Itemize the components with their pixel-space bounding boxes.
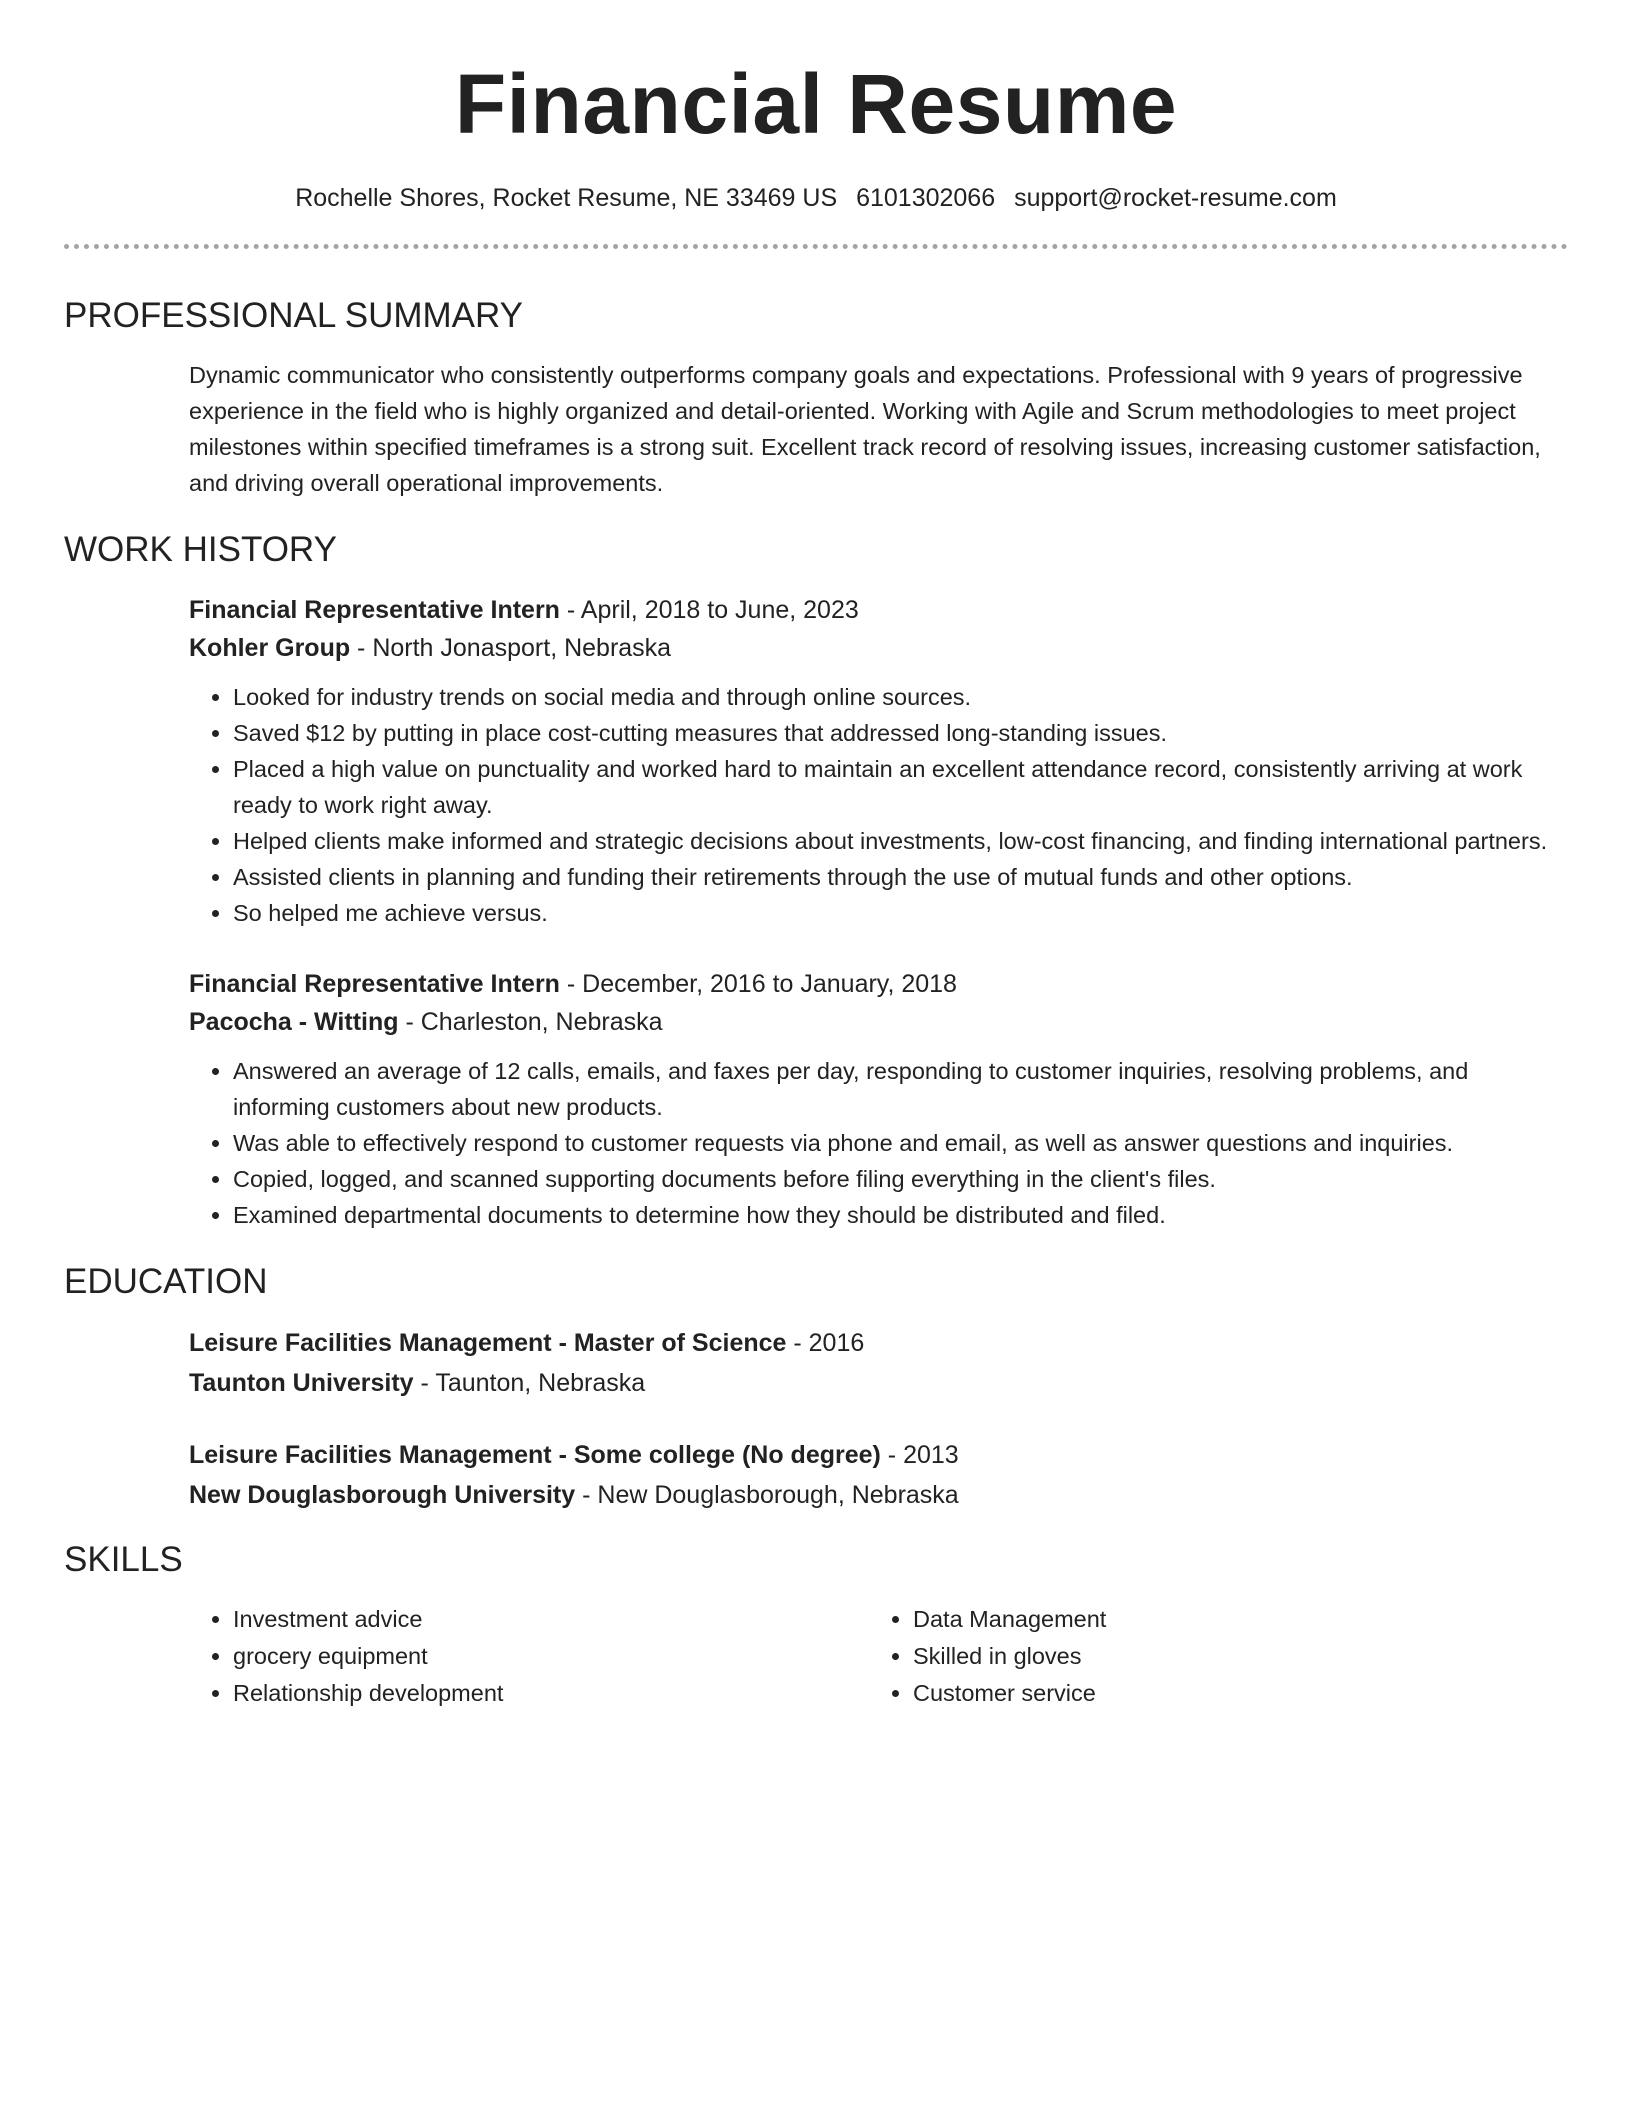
job-bullet: • Answered an average of 12 calls, emails, and faxes per day, responding to customer inquiries, resolving problems, and informing customers about new products.: [233, 1053, 1568, 1125]
contact-address: Rochelle Shores, Rocket Resume, NE 33469 US: [295, 184, 838, 212]
header-divider: [64, 244, 1568, 249]
skills-section: [64, 1539, 1568, 1712]
skills-column-right: [869, 1601, 1549, 1712]
skills-grid: [189, 1601, 1568, 1712]
job-dates: - April, 2018 to June, 2023: [559, 596, 859, 624]
job-company-line: [189, 629, 1568, 667]
job-bullet: • Was able to effectively respond to customer requests via phone and email, as well as answer questions and inquiries.: [233, 1125, 1568, 1161]
skill-item: • Investment advice: [233, 1601, 869, 1638]
job-company: Pacocha - Witting: [189, 1008, 399, 1036]
contact-line: [64, 182, 1568, 214]
resume-title: Financial Resume: [454, 57, 1178, 151]
section-title-summary: PROFESSIONAL SUMMARY: [64, 296, 523, 335]
section-title-skills: SKILLS: [64, 1540, 183, 1579]
job-bullet: • Examined departmental documents to determine how they should be distributed and filed.: [233, 1197, 1568, 1233]
education-school: New Douglasborough University: [189, 1481, 576, 1509]
resume-header: [64, 0, 1568, 214]
education-entry: [189, 1323, 1568, 1403]
job-bullet: • So helped me achieve versus.: [233, 895, 1568, 931]
section-title-work: WORK HISTORY: [64, 530, 337, 569]
education-degree: Leisure Facilities Management - Some college (No degree): [189, 1441, 881, 1469]
job-dates: - December, 2016 to January, 2018: [559, 970, 957, 998]
job-bullet: • Assisted clients in planning and funding their retirements through the use of mutual funds and other options.: [233, 859, 1568, 895]
work-history-section: [64, 529, 1568, 1233]
job-bullet: • Looked for industry trends on social media and through online sources.: [233, 679, 1568, 715]
education-year: - 2013: [880, 1441, 959, 1469]
skill-item: • grocery equipment: [233, 1638, 869, 1675]
education-section: [64, 1261, 1568, 1515]
contact-email: support@rocket-resume.com: [1014, 184, 1337, 212]
job-bullet: • Saved $12 by putting in place cost-cutting measures that addressed long-standing issues.: [233, 715, 1568, 751]
education-degree: Leisure Facilities Management - Master of Science: [189, 1329, 787, 1357]
job-bullet: • Placed a high value on punctuality and worked hard to maintain an excellent attendance record, consistently arriving at work ready to work right away.: [233, 751, 1568, 823]
job-bullets: [189, 1053, 1568, 1233]
education-entry: [189, 1435, 1568, 1515]
contact-phone: 6101302066: [856, 184, 996, 212]
education-school: Taunton University: [189, 1369, 414, 1397]
job-company: Kohler Group: [189, 634, 351, 662]
summary-text: Dynamic communicator who consistently outperforms company goals and expectations. Professional with 9 years of progressive experience in the field who is highly organized and detail-oriented. Working with Agile and Scrum methodologies to meet project milestones within specified timeframes is a strong suit. Excellent track record of resolving issues, increasing customer satisfaction, and driving overall operational improvements.: [189, 362, 1541, 496]
job-bullet: • Helped clients make informed and strategic decisions about investments, low-cost financing, and finding international partners.: [233, 823, 1568, 859]
skill-item: • Customer service: [913, 1675, 1549, 1712]
job-role: Financial Representative Intern: [189, 596, 560, 624]
education-year: - 2016: [786, 1329, 865, 1357]
skill-item: • Skilled in gloves: [913, 1638, 1549, 1675]
job-role: Financial Representative Intern: [189, 970, 560, 998]
education-degree-line: [189, 1435, 1568, 1475]
education-school-line: [189, 1363, 1568, 1403]
job-title-line: [189, 591, 1568, 629]
job-bullet: • Copied, logged, and scanned supporting documents before filing everything in the client's files.: [233, 1161, 1568, 1197]
education-degree-line: [189, 1323, 1568, 1363]
section-title-education: EDUCATION: [64, 1262, 268, 1301]
job-location: - North Jonasport, Nebraska: [350, 634, 672, 662]
education-location: - Taunton, Nebraska: [413, 1369, 646, 1397]
education-location: - New Douglasborough, Nebraska: [575, 1481, 959, 1509]
job-entry: [189, 965, 1568, 1233]
skill-item: • Relationship development: [233, 1675, 869, 1712]
education-school-line: [189, 1475, 1568, 1515]
professional-summary-section: [64, 295, 1568, 501]
skill-item: • Data Management: [913, 1601, 1549, 1638]
job-company-line: [189, 1003, 1568, 1041]
skills-column-left: [189, 1601, 869, 1712]
job-entry: [189, 591, 1568, 931]
job-bullets: [189, 679, 1568, 931]
job-location: - Charleston, Nebraska: [398, 1008, 663, 1036]
job-title-line: [189, 965, 1568, 1003]
